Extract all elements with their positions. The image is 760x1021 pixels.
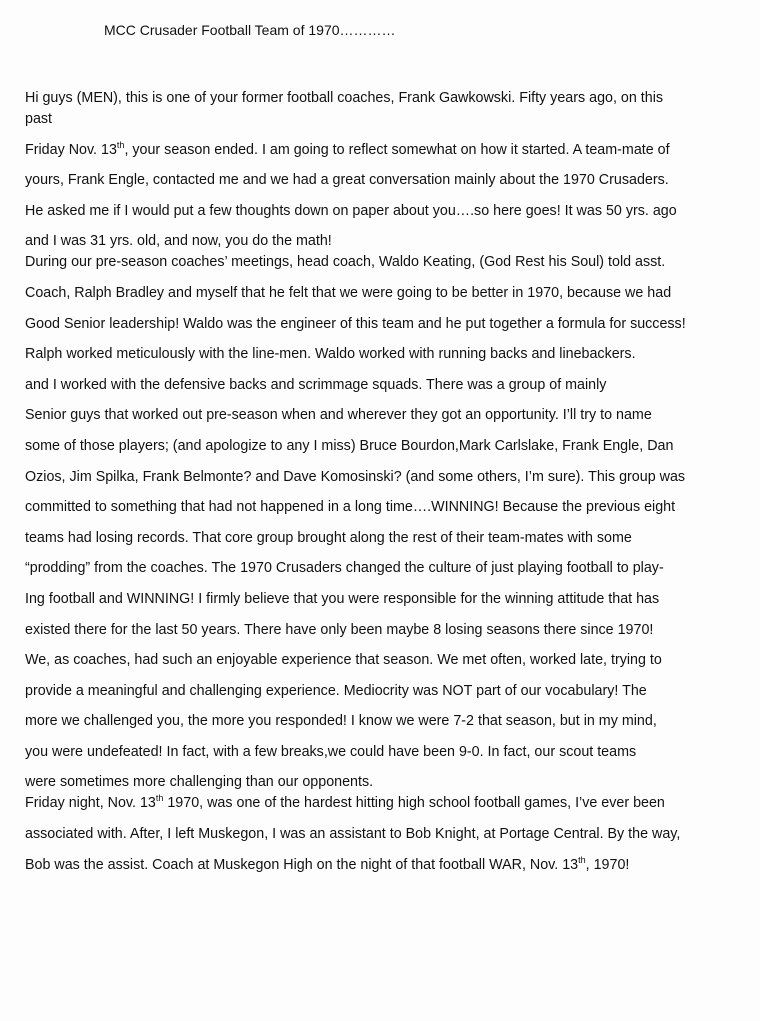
body-line: associated with. After, I left Muskegon, I was an assistant to Bob Knight, at Portage Central. By the way,: [25, 826, 681, 843]
document-title: MCC Crusader Football Team of 1970…………: [104, 22, 396, 38]
letter-body: [25, 88, 745, 885]
body-line: Senior guys that worked out pre-season when and wherever they got an opportunity. I’ll try to name: [25, 407, 652, 424]
body-line: past: [25, 111, 53, 127]
body-line: Bob was the assist. Coach at Muskegon High on the night of that football WAR, Nov. 13th, 1970!: [25, 854, 630, 873]
body-line: Ralph worked meticulously with the line-men. Waldo worked with running backs and linebackers.: [25, 346, 636, 363]
body-line: Coach, Ralph Bradley and myself that he felt that we were going to be better in 1970, because we had: [25, 284, 672, 301]
body-line: Friday Nov. 13th, your season ended. I am going to reflect somewhat on how it started. A team-mate of: [25, 139, 670, 158]
body-line: We, as coaches, had such an enjoyable experience that season. We met often, worked late, trying to: [25, 652, 662, 669]
body-line: existed there for the last 50 years. There have only been maybe 8 losing seasons there since 1970!: [25, 621, 654, 638]
body-line: Good Senior leadership! Waldo was the engineer of this team and he put together a formula for success!: [25, 315, 686, 332]
body-line: some of those players; (and apologize to any I miss) Bruce Bourdon,Mark Carlslake, Frank Engle, Dan: [25, 437, 674, 454]
body-line: were sometimes more challenging than our opponents.: [25, 774, 374, 791]
body-line: provide a meaningful and challenging experience. Mediocrity was NOT part of our vocabulary! The: [25, 682, 647, 699]
body-line: more we challenged you, the more you responded! I know we were 7-2 that season, but in my mind,: [25, 713, 657, 730]
body-line: During our pre-season coaches’ meetings, head coach, Waldo Keating, (God Rest his Soul) told asst.: [25, 254, 666, 271]
body-line: and I worked with the defensive backs and scrimmage squads. There was a group of mainly: [25, 376, 607, 393]
body-line: He asked me if I would put a few thoughts down on paper about you….so here goes! It was 50 yrs. ago: [25, 202, 677, 219]
body-line: yours, Frank Engle, contacted me and we had a great conversation mainly about the 1970 Crusaders.: [25, 172, 669, 189]
body-line: Hi guys (MEN), this is one of your former football coaches, Frank Gawkowski. Fifty years ago, on this: [25, 90, 664, 106]
body-line: committed to something that had not happened in a long time….WINNING! Because the previous eight: [25, 499, 676, 516]
body-line: and I was 31 yrs. old, and now, you do the math!: [25, 233, 332, 250]
body-line: “prodding” from the coaches. The 1970 Crusaders changed the culture of just playing football to play-: [25, 560, 664, 577]
body-line: Ozios, Jim Spilka, Frank Belmonte? and Dave Komosinski? (and some others, I’m sure). This group was: [25, 468, 686, 485]
body-line: Friday night, Nov. 13th 1970, was one of the hardest hitting high school football games, I’ve ever been: [25, 793, 665, 812]
body-line: teams had losing records. That core group brought along the rest of their team-mates with some: [25, 529, 632, 546]
body-line: Ing football and WINNING! I firmly believe that you were responsible for the winning attitude that has: [25, 590, 660, 607]
body-line: you were undefeated! In fact, with a few breaks,we could have been 9-0. In fact, our scout teams: [25, 743, 637, 760]
